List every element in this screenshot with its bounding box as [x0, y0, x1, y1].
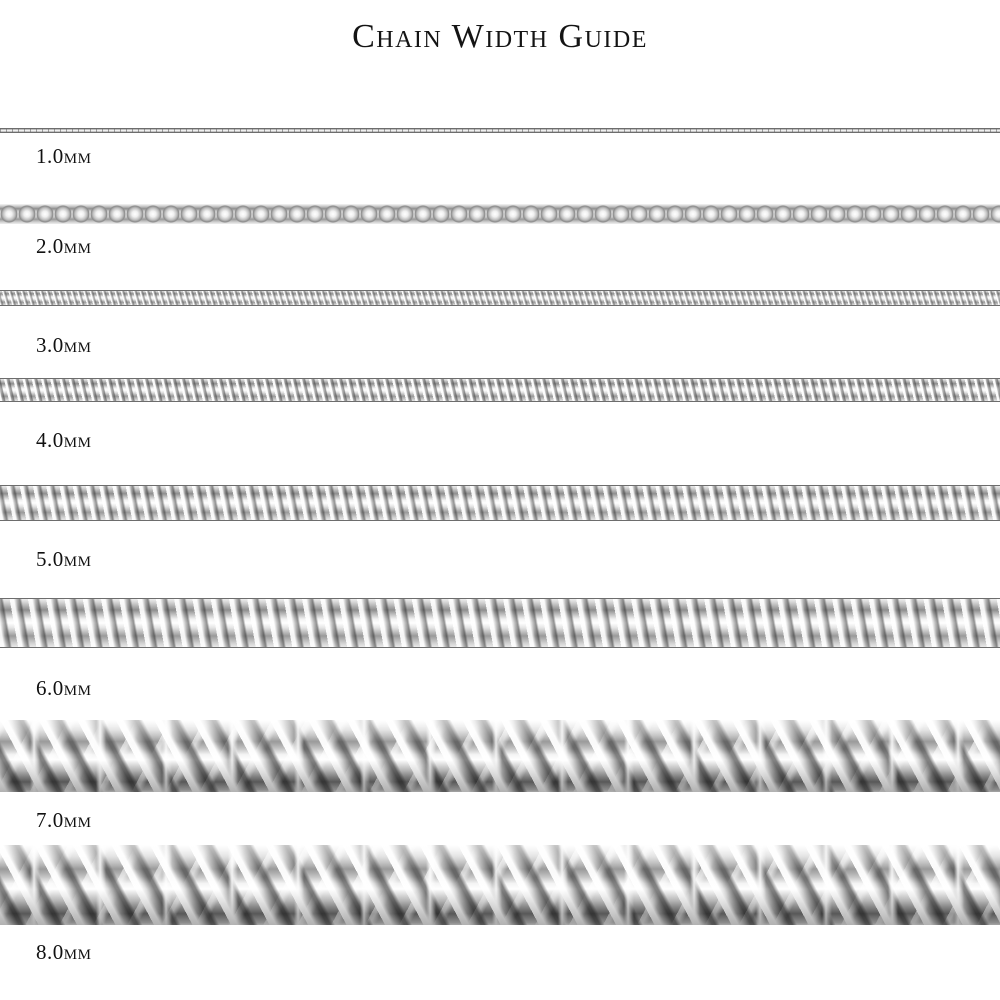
chain-highlight [0, 720, 1000, 749]
chain-label-7-0mm: 7.0mm [36, 808, 92, 832]
chain-highlight [0, 845, 1000, 877]
chain-sample-1-0mm [0, 128, 1000, 133]
chain-label-3-0mm: 3.0mm [36, 333, 92, 357]
chain-edge-bottom [0, 132, 1000, 133]
chain-sample-5-0mm [0, 485, 1000, 521]
chain-edge-top [0, 598, 1000, 599]
chain-snake-texture [0, 378, 1000, 402]
chain-label-4-0mm: 4.0mm [36, 428, 92, 452]
chain-sample-7-0mm [0, 720, 1000, 792]
chain-bead-texture [0, 204, 1000, 224]
chain-edge-top [0, 128, 1000, 129]
chain-edge-bottom [0, 305, 1000, 306]
chain-shadow [0, 889, 1000, 925]
page-title: Chain Width Guide [352, 18, 648, 55]
chain-shadow [0, 760, 1000, 792]
chain-edge-top [0, 378, 1000, 379]
chain-snake-texture [0, 598, 1000, 648]
chain-label-6-0mm: 6.0mm [36, 676, 92, 700]
chain-edge-top [0, 485, 1000, 486]
chain-edge-bottom [0, 647, 1000, 648]
chain-edge-bottom [0, 520, 1000, 521]
chain-sample-6-0mm [0, 598, 1000, 648]
chain-label-1-0mm: 1.0mm [36, 144, 92, 168]
chain-sample-3-0mm [0, 290, 1000, 306]
chain-edge-bottom [0, 401, 1000, 402]
chain-sample-8-0mm [0, 845, 1000, 925]
chain-label-8-0mm: 8.0mm [36, 940, 92, 964]
chain-snake-texture [0, 290, 1000, 306]
chain-sample-2-0mm [0, 204, 1000, 224]
chain-label-2-0mm: 2.0mm [36, 234, 92, 258]
chain-snake-texture [0, 485, 1000, 521]
chain-label-5-0mm: 5.0mm [36, 547, 92, 571]
chain-edge-top [0, 290, 1000, 291]
chain-sample-4-0mm [0, 378, 1000, 402]
